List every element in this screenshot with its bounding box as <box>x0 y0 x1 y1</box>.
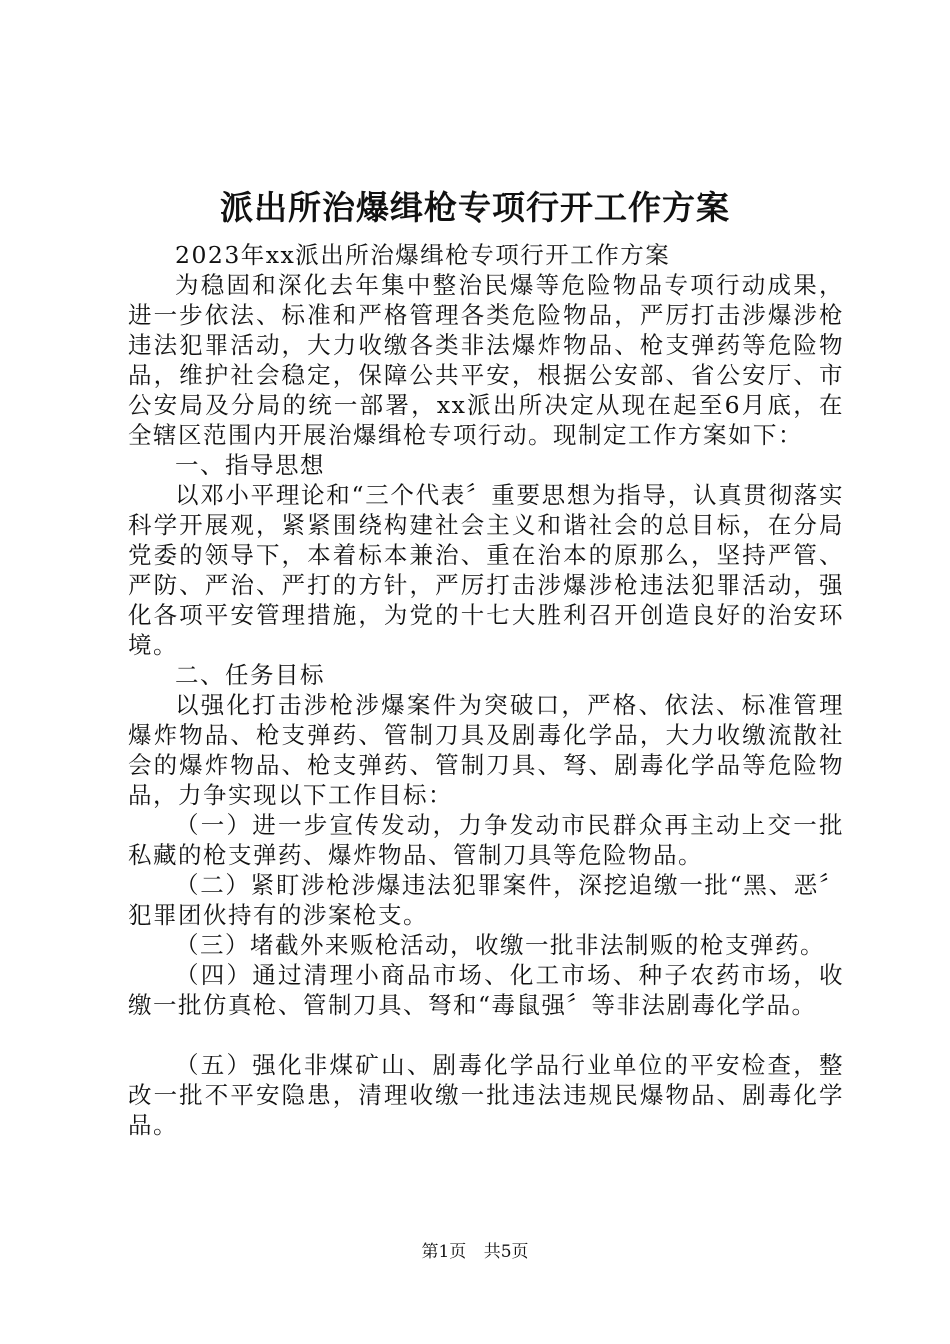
goal-item-5: （五）强化非煤矿山、剧毒化学品行业单位的平安检查，整改一批不平安隐患，清理收缴一批违法违规民爆物品、剧毒化学品。 <box>128 1051 844 1139</box>
page-total: 共5页 <box>483 1242 529 1262</box>
section-paragraph-task-goals: 以强化打击涉枪涉爆案件为突破口，严格、依法、标准管理爆炸物品、枪支弹药、管制刀具及剧毒化学品，大力收缴流散社会的爆炸物品、枪支弹药、管制刀具、弩、剧毒化学品等危险物品，力争实现以下工作目标： <box>128 691 844 809</box>
section-heading-task-goals: 二、任务目标 <box>175 661 325 689</box>
document-title: 派出所治爆缉枪专项行开工作方案 <box>220 188 730 227</box>
page-footer <box>0 1240 950 1264</box>
page-number: 第1页 <box>421 1242 467 1262</box>
intro-paragraph: 为稳固和深化去年集中整治民爆等危险物品专项行动成果，进一步依法、标准和严格管理各类危险物品，严厉打击涉爆涉枪违法犯罪活动，大力收缴各类非法爆炸物品、枪支弹药等危险物品，维护社会稳定，保障公共平安，根据公安部、省公安厅、市公安局及分局的统一部署，xx派出所决定从现在起至6月底，在全辖区范围内开展治爆缉枪专项行动。现制定工作方案如下： <box>128 271 844 449</box>
document-body <box>128 240 844 1140</box>
goal-item-4: （四）通过清理小商品市场、化工市场、种子农药市场，收缴一批仿真枪、管制刀具、弩和“毒鼠强〞等非法剧毒化学品。 <box>128 961 844 1019</box>
goal-item-2: （二）紧盯涉枪涉爆违法犯罪案件，深挖追缴一批“黑、恶〞犯罪团伙持有的涉案枪支。 <box>128 871 844 929</box>
goal-item-3: （三）堵截外来贩枪活动，收缴一批非法制贩的枪支弹药。 <box>175 931 825 959</box>
section-heading-guiding-ideology: 一、指导思想 <box>175 451 325 479</box>
paragraph-spacer <box>128 1020 844 1050</box>
goal-item-1: （一）进一步宣传发动，力争发动市民群众再主动上交一批私藏的枪支弹药、爆炸物品、管制刀具等危险物品。 <box>128 811 844 869</box>
document-subtitle: 2023年xx派出所治爆缉枪专项行开工作方案 <box>175 241 671 269</box>
section-paragraph-guiding-ideology: 以邓小平理论和“三个代表〞重要思想为指导，认真贯彻落实科学开展观，紧紧围绕构建社会主义和谐社会的总目标，在分局党委的领导下，本着标本兼治、重在治本的原那么，坚持严管、严防、严治、严打的方针，严厉打击涉爆涉枪违法犯罪活动，强化各项平安管理措施，为党的十七大胜利召开创造良好的治安环境。 <box>128 481 844 659</box>
